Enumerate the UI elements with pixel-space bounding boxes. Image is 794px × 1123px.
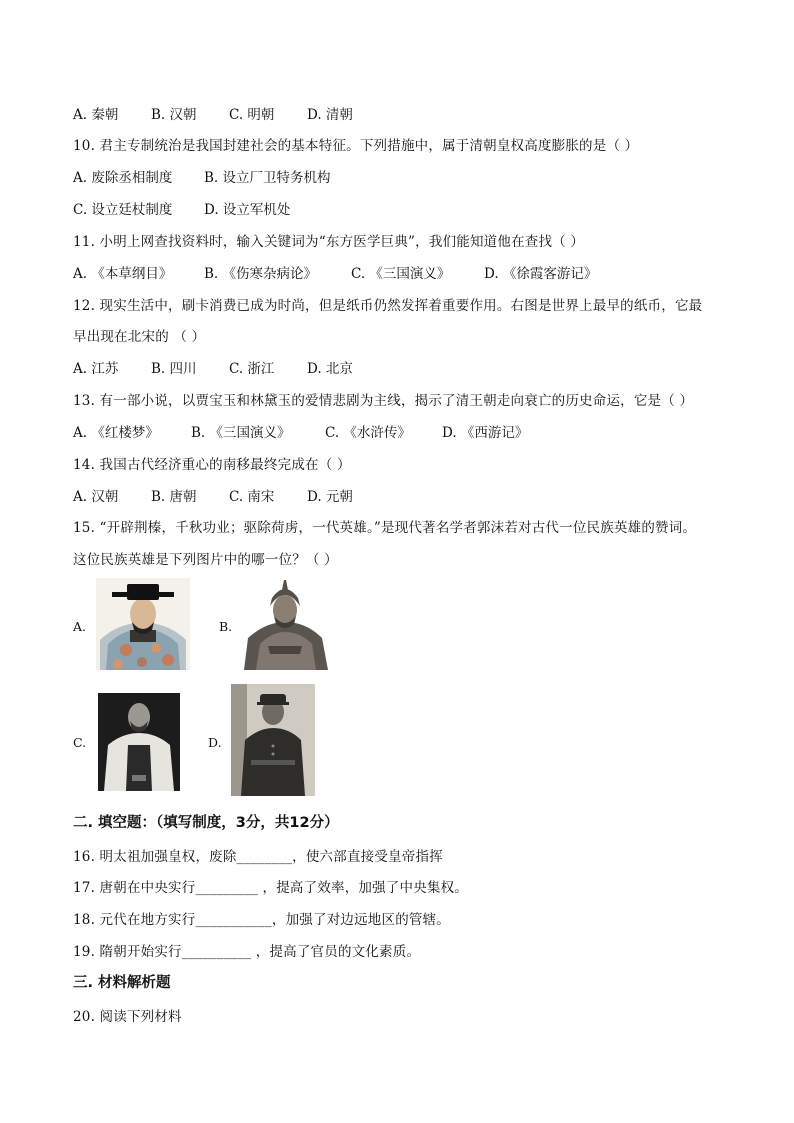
q13-options [73,421,528,441]
q10-options-row1 [73,166,331,186]
q11-option-c: C. 《三国演义》 [351,266,451,282]
q9-option-d: D. 清朝 [307,107,353,123]
q9-option-b: B. 汉朝 [151,107,197,123]
q10-option-c: C. 设立廷杖制度 [73,202,173,218]
q12-option-c: C. 浙江 [229,361,275,377]
q10-option-d: D. 设立军机处 [204,202,291,218]
portrait-c-image [98,693,180,791]
q20-text: 20. 阅读下列材料 [73,1009,182,1025]
portrait-b-image [240,576,330,670]
q14-option-c: C. 南宋 [229,489,275,505]
q16-text: 16. 明太祖加强皇权，废除________，使六部直接受皇帝指挥 [73,849,443,865]
q10-option-a: A. 废除丞相制度 [73,170,173,186]
portrait-a-image [96,578,190,670]
q11-stem: 11. 小明上网查找资料时，输入关键词为“东方医学巨典”，我们能知道他在查找（ ） [73,234,585,250]
q13-option-a: A. 《红楼梦》 [73,425,159,441]
section3-heading: 三. 材料解析题 [73,975,171,991]
q15-label-b: B. [219,619,233,634]
q9-option-c: C. 明朝 [229,107,275,123]
q12-option-d: D. 北京 [307,361,353,377]
q14-option-d: D. 元朝 [307,489,353,505]
q10-option-b: B. 设立厂卫特务机构 [204,170,331,186]
q13-stem: 13. 有一部小说，以贾宝玉和林黛玉的爱情悲剧为主线，揭示了清王朝走向衰亡的历史命运，它是（ ） [73,393,694,409]
portrait-d-image [231,684,315,796]
q17-text: 17. 唐朝在中央实行_________ ，提高了效率，加强了中央集权。 [73,880,469,896]
q12-stem-line1: 12. 现实生活中，刷卡消费已成为时尚，但是纸币仍然发挥着重要作用。右图是世界上最早的纸币，它最 [73,298,703,314]
q10-options-row2 [73,198,290,218]
q11-option-b: B. 《伤寒杂病论》 [204,266,318,282]
q12-option-b: B. 四川 [151,361,197,377]
q11-option-d: D. 《徐霞客游记》 [484,266,598,282]
q11-options [73,262,597,282]
q10-stem: 10. 君主专制统治是我国封建社会的基本特征。下列措施中，属于清朝皇权高度膨胀的是（ ） [73,138,639,154]
q15-label-c: C. [73,735,87,750]
q13-option-b: B. 《三国演义》 [191,425,291,441]
q14-stem: 14. 我国古代经济重心的南移最终完成在（ ） [73,457,351,473]
q15-stem-line1: 15. “开辟荆榛，千秋功业；驱除荷虏，一代英雄。”是现代著名学者郭沫若对古代一位民族英雄的赞词。 [73,520,697,536]
q11-option-a: A. 《本草纲目》 [73,266,173,282]
q14-option-a: A. 汉朝 [73,489,119,505]
q12-option-a: A. 江苏 [73,361,119,377]
q9-options [73,103,353,123]
q15-label-d: D. [208,735,222,750]
q15-label-a: A. [73,619,87,634]
q14-options [73,485,353,505]
q12-stem-line2: 早出现在北宋的 （ ） [73,329,206,345]
q13-option-c: C. 《水浒传》 [325,425,411,441]
q14-option-b: B. 唐朝 [151,489,197,505]
q18-text: 18. 元代在地方实行___________，加强了对边远地区的管辖。 [73,912,451,928]
q13-option-d: D. 《西游记》 [442,425,529,441]
q9-option-a: A. 秦朝 [73,107,119,123]
section2-heading: 二. 填空题：（填写制度，3分，共12分） [73,815,339,831]
q15-stem-line2: 这位民族英雄是下列图片中的哪一位？（ ） [73,552,338,568]
q12-options [73,357,353,377]
q19-text: 19. 隋朝开始实行__________ ，提高了官员的文化素质。 [73,944,421,960]
